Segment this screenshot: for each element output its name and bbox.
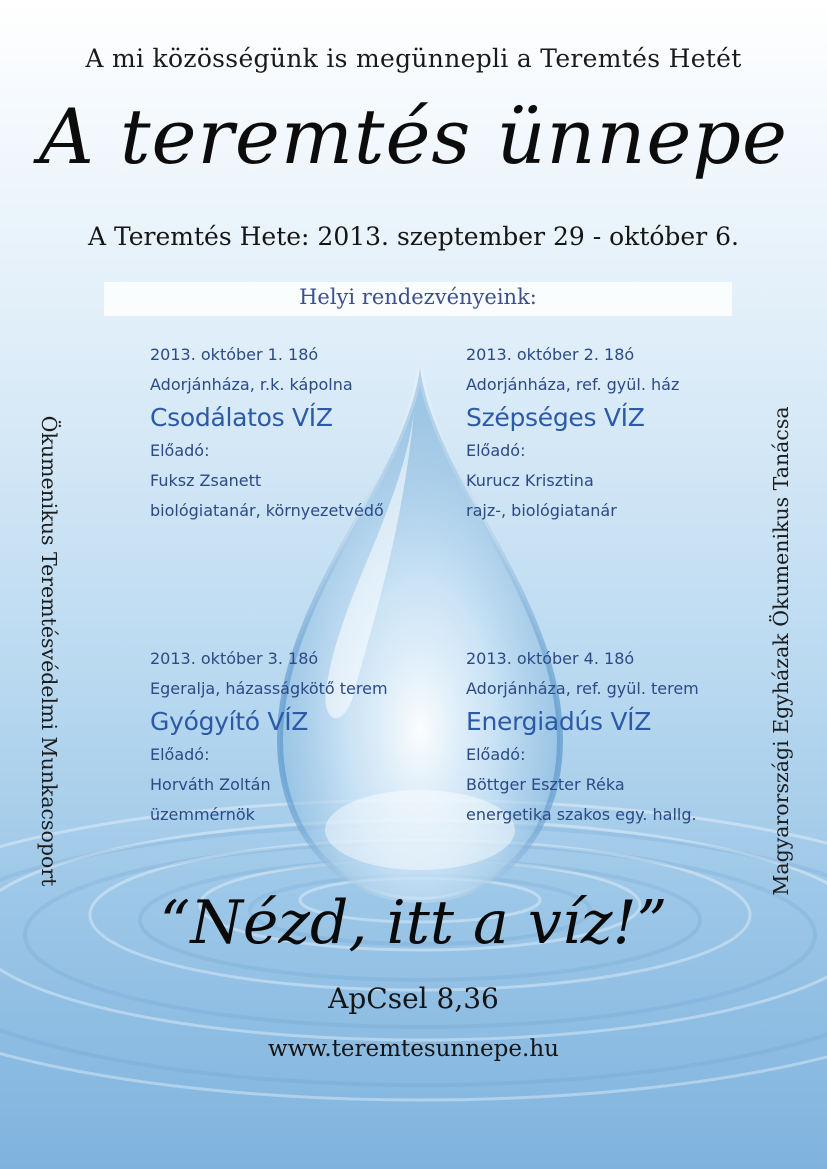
event-card (150, 644, 450, 830)
event-datetime: 2013. október 1. 18ó (150, 345, 319, 364)
event-presenter-role: rajz-, biológiatanár (466, 501, 617, 520)
event-presenter-label: Előadó: (466, 441, 526, 460)
event-place: Egeralja, házasságkötő terem (150, 679, 388, 698)
event-place: Adorjánháza, r.k. kápolna (150, 375, 353, 394)
event-title: Szépséges VÍZ (466, 403, 645, 432)
event-presenter: Kurucz Krisztina (466, 471, 594, 490)
event-presenter-label: Előadó: (150, 441, 210, 460)
website-url: www.teremtesunnepe.hu (268, 1036, 559, 1062)
event-card (466, 644, 766, 830)
poster-title: A teremtés ünnepe (38, 92, 789, 181)
event-datetime: 2013. október 2. 18ó (466, 345, 635, 364)
event-place: Adorjánháza, ref. gyül. terem (466, 679, 699, 698)
event-card (150, 340, 450, 526)
event-datetime: 2013. október 4. 18ó (466, 649, 635, 668)
bible-reference: ApCsel 8,36 (328, 982, 499, 1015)
event-card (466, 340, 766, 526)
event-presenter: Böttger Eszter Réka (466, 775, 625, 794)
event-title: Csodálatos VÍZ (150, 403, 333, 432)
event-datetime: 2013. október 3. 18ó (150, 649, 319, 668)
event-title: Gyógyító VÍZ (150, 707, 309, 736)
event-presenter-role: üzemmérnök (150, 805, 255, 824)
event-presenter: Horváth Zoltán (150, 775, 271, 794)
event-title: Energiadús VÍZ (466, 707, 652, 736)
poster-subtitle: A mi közösségünk is megünnepli a Teremtés Hetét (85, 44, 742, 73)
event-week-dates: A Teremtés Hete: 2013. szeptember 29 - október 6. (88, 222, 739, 251)
event-presenter-role: biológiatanár, környezetvédő (150, 501, 384, 520)
event-place: Adorjánháza, ref. gyül. ház (466, 375, 680, 394)
event-presenter-label: Előadó: (150, 745, 210, 764)
side-text-left-label: Ökumenikus Teremtésvédelmi Munkacsoport (37, 415, 61, 886)
event-presenter-role: energetika szakos egy. hallg. (466, 805, 697, 824)
bible-quote: “Nézd, itt a víz!” (159, 888, 668, 958)
side-text-left (29, 348, 69, 953)
event-presenter-label: Előadó: (466, 745, 526, 764)
side-text-right-label: Magyarországi Egyházak Ökumenikus Tanácsa (769, 405, 793, 896)
side-text-right (761, 348, 801, 953)
event-presenter: Fuksz Zsanett (150, 471, 262, 490)
events-header: Helyi rendezvényeink: (299, 285, 537, 309)
